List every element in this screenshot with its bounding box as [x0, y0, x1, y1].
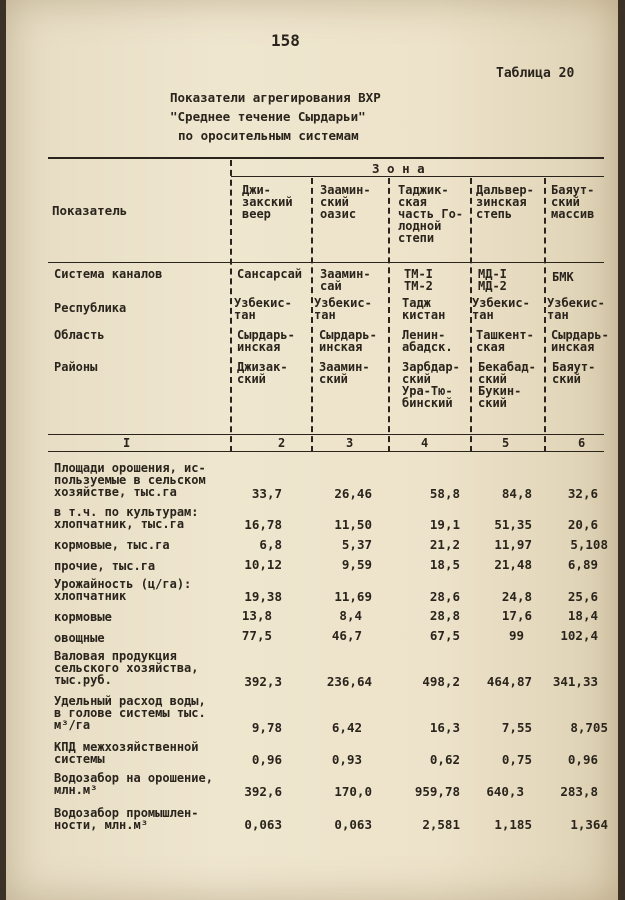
data-cell: 18,4	[567, 608, 598, 623]
info-row-label: Республика	[54, 301, 127, 315]
data-cell: 21,2	[429, 537, 460, 552]
data-cell: 28,8	[429, 608, 460, 623]
column-number: 4	[421, 436, 429, 450]
data-cell: 464,87	[486, 674, 532, 689]
header-zone-name: Джи- закский веер	[242, 183, 293, 221]
column-number: 2	[278, 436, 286, 450]
info-cell: Джизак- ский	[237, 360, 288, 386]
column-number: 5	[502, 436, 510, 450]
data-row-label: овощные	[54, 631, 105, 645]
data-cell: 2,581	[422, 817, 460, 832]
page-number: 158	[271, 31, 300, 50]
info-cell: Заамин- сай	[320, 267, 371, 293]
data-cell: 67,5	[429, 628, 460, 643]
data-cell: 9,78	[251, 720, 282, 735]
data-row-label: КПД межхозяйственной системы	[54, 740, 199, 766]
data-cell: 46,7	[331, 628, 362, 643]
data-row-label: Водозабор промышлен- ности, млн.м³	[54, 806, 199, 832]
data-row-label: кормовые, тыс.га	[54, 538, 170, 552]
data-cell: 8,705	[570, 720, 608, 735]
data-cell: 283,8	[560, 784, 598, 799]
data-cell: 170,0	[334, 784, 372, 799]
info-cell: Узбекис- тан	[472, 296, 530, 322]
info-cell: Сырдарь- инская	[319, 328, 377, 354]
data-cell: 9,59	[341, 557, 372, 572]
info-cell: Сырдарь- инская	[237, 328, 295, 354]
info-cell: Ленин- абадск.	[402, 328, 453, 354]
data-cell: 11,97	[494, 537, 532, 552]
column-divider	[311, 178, 313, 452]
colnum-bottom-rule	[48, 451, 604, 452]
data-cell: 24,8	[501, 589, 532, 604]
data-cell: 26,46	[334, 486, 372, 501]
data-cell: 498,2	[422, 674, 460, 689]
data-cell: 84,8	[501, 486, 532, 501]
info-cell: Сансарсай	[237, 267, 303, 281]
info-row-label: Районы	[54, 360, 98, 374]
data-cell: 25,6	[567, 589, 598, 604]
data-cell: 0,96	[251, 752, 282, 767]
column-divider	[230, 160, 232, 452]
data-cell: 11,50	[334, 517, 372, 532]
data-cell: 6,42	[331, 720, 362, 735]
data-row-label: Удельный расход воды, в голове системы тыс. м³/га	[54, 694, 206, 732]
data-cell: 1,364	[570, 817, 608, 832]
data-row-label: Урожайность (ц/га): хлопчатник	[54, 577, 192, 603]
info-row-label: Область	[54, 328, 105, 342]
data-cell: 16,78	[244, 517, 282, 532]
caption-line: "Среднее течение Сырдарьи"	[170, 109, 366, 124]
data-cell: 20,6	[567, 517, 598, 532]
info-cell: Сырдарь- инская	[551, 328, 609, 354]
data-cell: 77,5	[241, 628, 272, 643]
data-cell: 10,12	[244, 557, 282, 572]
caption-line: Показатели агрегирования ВХР	[170, 90, 381, 105]
header-zone-name: Таджик- ская часть Го- лодной степи	[398, 183, 464, 245]
data-cell: 0,063	[334, 817, 372, 832]
data-cell: 16,3	[429, 720, 460, 735]
data-row-label: прочие, тыс.га	[54, 559, 156, 573]
data-cell: 236,64	[326, 674, 372, 689]
info-bottom-rule	[48, 434, 604, 435]
data-cell: 0,96	[567, 752, 598, 767]
info-cell: Бекабад- ский Букин- ский	[478, 360, 536, 410]
column-number: 6	[578, 436, 586, 450]
data-cell: 51,35	[494, 517, 532, 532]
data-cell: 0,063	[244, 817, 282, 832]
data-cell: 392,3	[244, 674, 282, 689]
header-bottom-rule	[48, 262, 604, 263]
info-cell: Узбекис- тан	[547, 296, 605, 322]
data-cell: 0,75	[501, 752, 532, 767]
column-number: I	[123, 436, 131, 450]
info-cell: МД-I МД-2	[478, 267, 507, 293]
info-cell: Заамин- ский	[319, 360, 370, 386]
data-cell: 99	[508, 628, 524, 643]
header-zone-name: Баяут- ский массив	[551, 183, 595, 221]
data-cell: 6,89	[567, 557, 598, 572]
column-number: 3	[346, 436, 354, 450]
column-divider	[388, 178, 390, 452]
table-caption	[156, 88, 436, 145]
data-cell: 102,4	[560, 628, 598, 643]
info-row-label: Система каналов	[54, 267, 163, 281]
data-row-label: кормовые	[54, 610, 112, 624]
data-cell: 32,6	[567, 486, 598, 501]
info-cell: Узбекис- тан	[314, 296, 372, 322]
column-divider	[544, 178, 546, 452]
data-cell: 341,33	[552, 674, 598, 689]
data-cell: 21,48	[494, 557, 532, 572]
data-row-label: Водозабор на орошение, млн.м³	[54, 771, 213, 797]
info-cell: Баяут- ский	[552, 360, 596, 386]
data-cell: 0,93	[331, 752, 362, 767]
table-top-rule	[48, 157, 604, 159]
zone-rule	[231, 176, 604, 177]
data-cell: 19,38	[244, 589, 282, 604]
data-row-label: Площади орошения, ис- пользуемые в сельском хозяйстве, тыс.га	[54, 461, 206, 499]
data-cell: 959,78	[414, 784, 460, 799]
data-row-label: Валовая продукция сельского хозяйства, тыс.руб.	[54, 649, 199, 687]
header-zone-name: Заамин- ский оазис	[320, 183, 371, 221]
data-cell: 18,5	[429, 557, 460, 572]
data-cell: 5,37	[341, 537, 372, 552]
data-cell: 17,6	[501, 608, 532, 623]
data-row-label: в т.ч. по культурам: хлопчатник, тыс.га	[54, 505, 199, 531]
data-cell: 7,55	[501, 720, 532, 735]
info-cell: Зарбдар- ский Ура-Тю- бинский	[402, 360, 460, 410]
data-cell: 58,8	[429, 486, 460, 501]
info-cell: Узбекис- тан	[234, 296, 292, 322]
info-cell: Тадж кистан	[402, 296, 446, 322]
data-cell: 19,1	[429, 517, 460, 532]
header-indicator: Показатель	[52, 203, 128, 218]
data-cell: 11,69	[334, 589, 372, 604]
table-label: Таблица 20	[496, 66, 575, 81]
document-page	[6, 0, 618, 900]
header-zone-name: Дальвер- зинская степь	[476, 183, 534, 221]
data-cell: 13,8	[241, 608, 272, 623]
data-cell: 33,7	[251, 486, 282, 501]
data-cell: 0,62	[429, 752, 460, 767]
data-cell: 5,108	[570, 537, 608, 552]
caption-line: по оросительным системам	[178, 128, 359, 143]
info-cell: ТМ-I ТМ-2	[404, 267, 433, 293]
data-cell: 640,3	[486, 784, 524, 799]
data-cell: 6,8	[259, 537, 282, 552]
data-cell: 1,185	[494, 817, 532, 832]
data-cell: 8,4	[339, 608, 362, 623]
info-cell: Ташкент- ская	[476, 328, 534, 354]
data-cell: 28,6	[429, 589, 460, 604]
info-cell: БМК	[552, 270, 574, 284]
data-cell: 392,6	[244, 784, 282, 799]
header-zone: З о н а	[372, 161, 425, 176]
